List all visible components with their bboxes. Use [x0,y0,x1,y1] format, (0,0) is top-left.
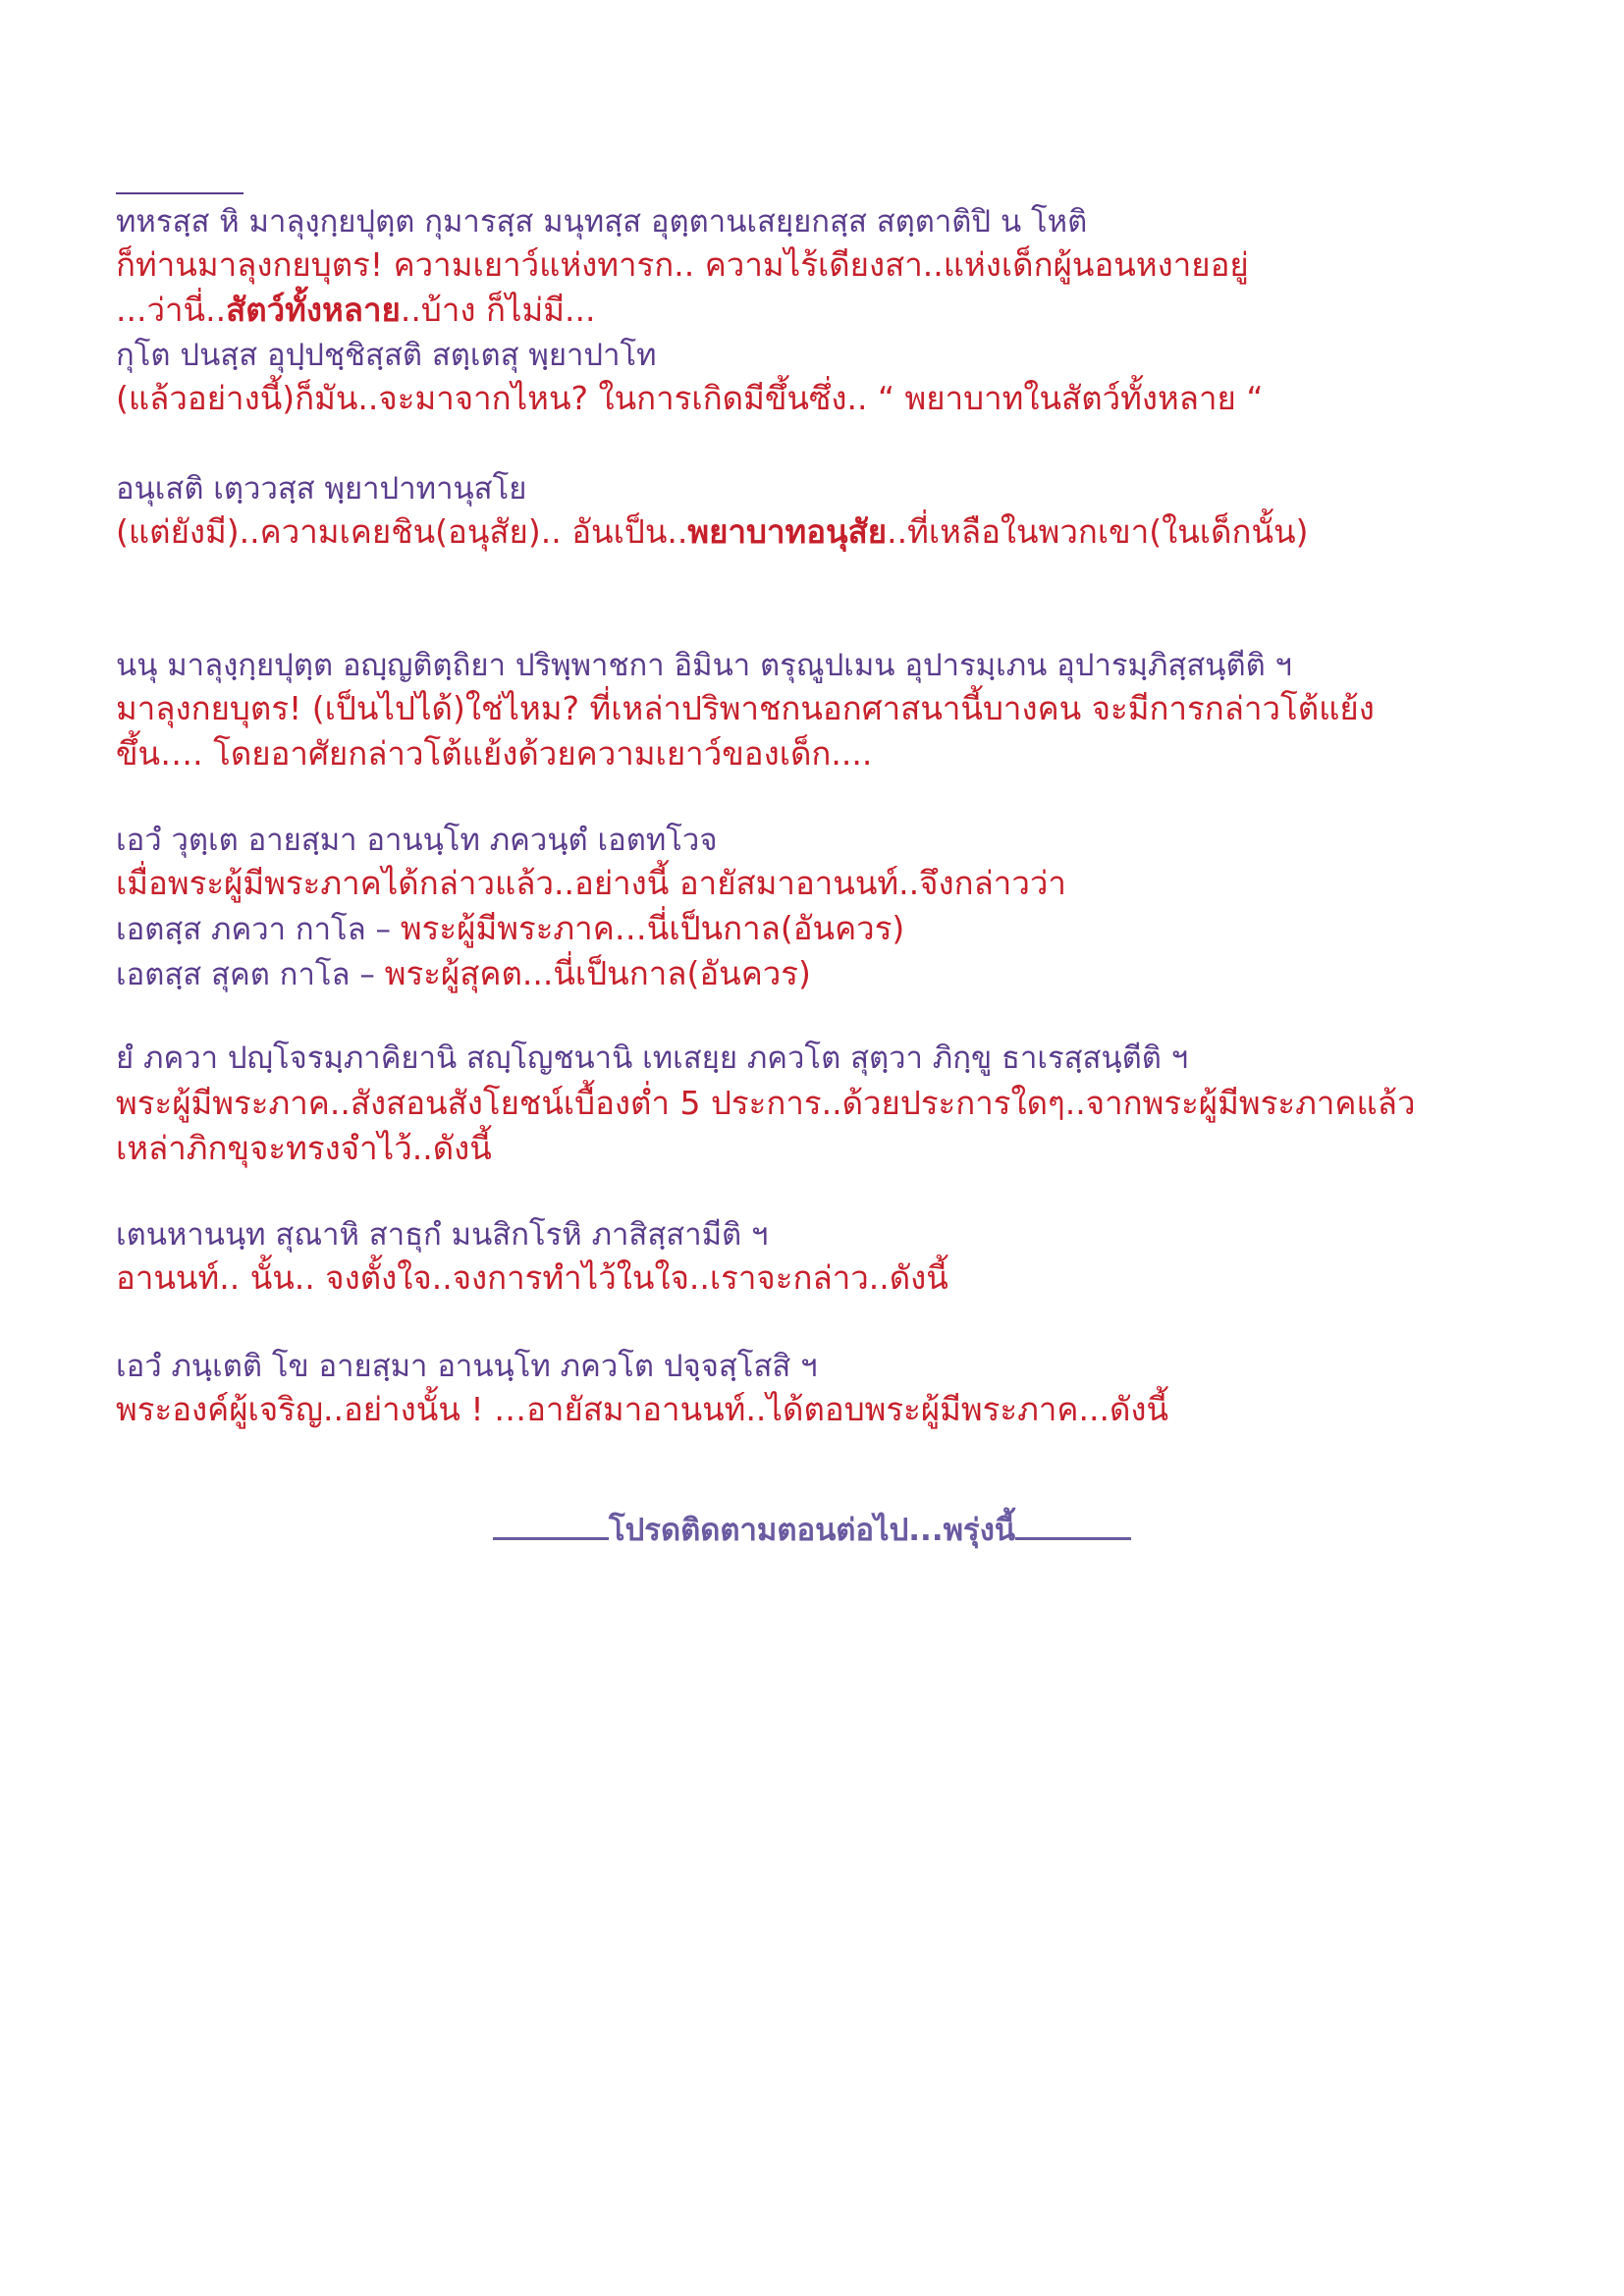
footer-rule-right [1015,1508,1131,1540]
thai-line-10: อานนท์.. นั้น.. จงตั้งใจ..จงการทำไว้ในใจ..เราจะกล่าว..ดังนี้ [116,1258,948,1297]
pali-text: เอตสฺส ภควา กาโล – [116,912,401,947]
thai-line-6: ขึ้น…. โดยอาศัยกล่าวโต้แย้งด้วยความเยาว์ของเด็ก.... [116,734,873,773]
footer-text: โปรดติดตามตอนต่อไป...พรุ่งนี้ [608,1513,1016,1548]
footer-rule-left [493,1508,609,1540]
thai-line-1: ก็ท่านมาลุงกยบุตร! ความเยาว์แห่งทารก.. ความไร้เดียงสา..แห่งเด็กผู้นอนหงายอยู่ [116,245,1249,284]
thai-line-3: (แล้วอย่างนี้)ก็มัน..จะมาจากไหน? ในการเกิดมีขึ้นซึ่ง.. “ พยาบาทในสัตว์ทั้งหลาย “ [116,379,1264,417]
footer-note [0,1508,1624,1552]
thai-line-9: เหล่าภิกขุจะทรงจำไว้..ดังนี้ [116,1129,492,1167]
thai-text: ...ว่านี่.. [116,291,227,329]
thai-text: ..ที่เหลือในพวกเขา(ในเด็กนั้น) [887,512,1309,551]
pali-line-5: เอวํ วุตฺเต อายสฺมา อานนฺโท ภควนฺตํ เอตทโวจ [116,823,718,858]
thai-line-7: เมื่อพระผู้มีพระภาคได้กล่าวแล้ว..อย่างนี้ อายัสมาอานนท์..จึงกล่าวว่า [116,864,1066,902]
pali-line-2: กุโต ปนสฺส อุปฺปชฺชิสฺสติ สตฺเตสุ พฺยาปาโท [116,338,657,373]
pali-line-7: เตนหานนฺท สุณาหิ สาธุกํ มนสิกโรหิ ภาสิสฺสามีติ ฯ [116,1217,769,1253]
pali-line-8: เอวํ ภนฺเตติ โข อายสฺมา อานนฺโท ภควโต ปจฺจสฺโสสิ ฯ [116,1349,818,1384]
thai-line-4 [116,510,1308,554]
thai-line-5: มาลุงกยบุตร! (เป็นไปได้)ใช่ไหม? ที่เหล่าปริพาชกนอกศาสนานี้บางคน จะมีการกล่าวโต้แย้ง [116,689,1375,727]
thai-bold-text: พยาบาทอนุสัย [687,512,888,551]
mixed-line-2 [116,952,811,1001]
thai-line-2 [116,289,596,332]
pali-line-3: อนุเสติ เตฺววสฺส พฺยาปาทานุสโย [116,471,527,507]
mixed-line-1 [116,907,904,956]
top-rule [116,192,244,194]
pali-text: เอตสฺส สุคต กาโล – [116,957,385,992]
thai-bold-text: สัตว์ทั้งหลาย [226,291,401,329]
thai-text: พระผู้มีพระภาค…นี่เป็นกาล(อันควร) [400,909,905,947]
thai-text: พระผู้สุคต...นี่เป็นกาล(อันควร) [384,954,811,992]
pali-line-4: นนุ มาลุงฺกฺยปุตฺต อญฺญติตฺถิยา ปริพฺพาชกา อิมินา ตรุณูปเมน อุปารมฺเภน อุปารมฺภิสฺสนฺตีติ ฯ [116,648,1292,683]
thai-line-8: พระผู้มีพระภาค..สังสอนสังโยชน์เบื้องต่ำ 5 ประการ..ด้วยประการใดๆ..จากพระผู้มีพระภาคแล้ว [116,1084,1416,1122]
thai-line-11: พระองค์ผู้เจริญ..อย่างนั้น ! …อายัสมาอานนท์..ได้ตอบพระผู้มีพระภาค...ดังนี้ [116,1390,1169,1428]
pali-line-6: ยํ ภควา ปญฺโจรมฺภาคิยานิ สญฺโญชนานิ เทเสยฺย ภควโต สุตฺวา ภิกฺขู ธาเรสฺสนฺตีติ ฯ [116,1041,1189,1076]
thai-text: ..บ้าง ก็ไม่มี... [400,291,596,329]
thai-text: (แต่ยังมี)..ความเคยชิน(อนุสัย).. อันเป็น.. [116,512,688,551]
pali-line-1: ทหรสฺส หิ มาลุงฺกฺยปุตฺต กุมารสฺส มนุทสฺส อุตฺตานเสยฺยกสฺส สตฺตาติปิ น โหติ [116,204,1088,240]
